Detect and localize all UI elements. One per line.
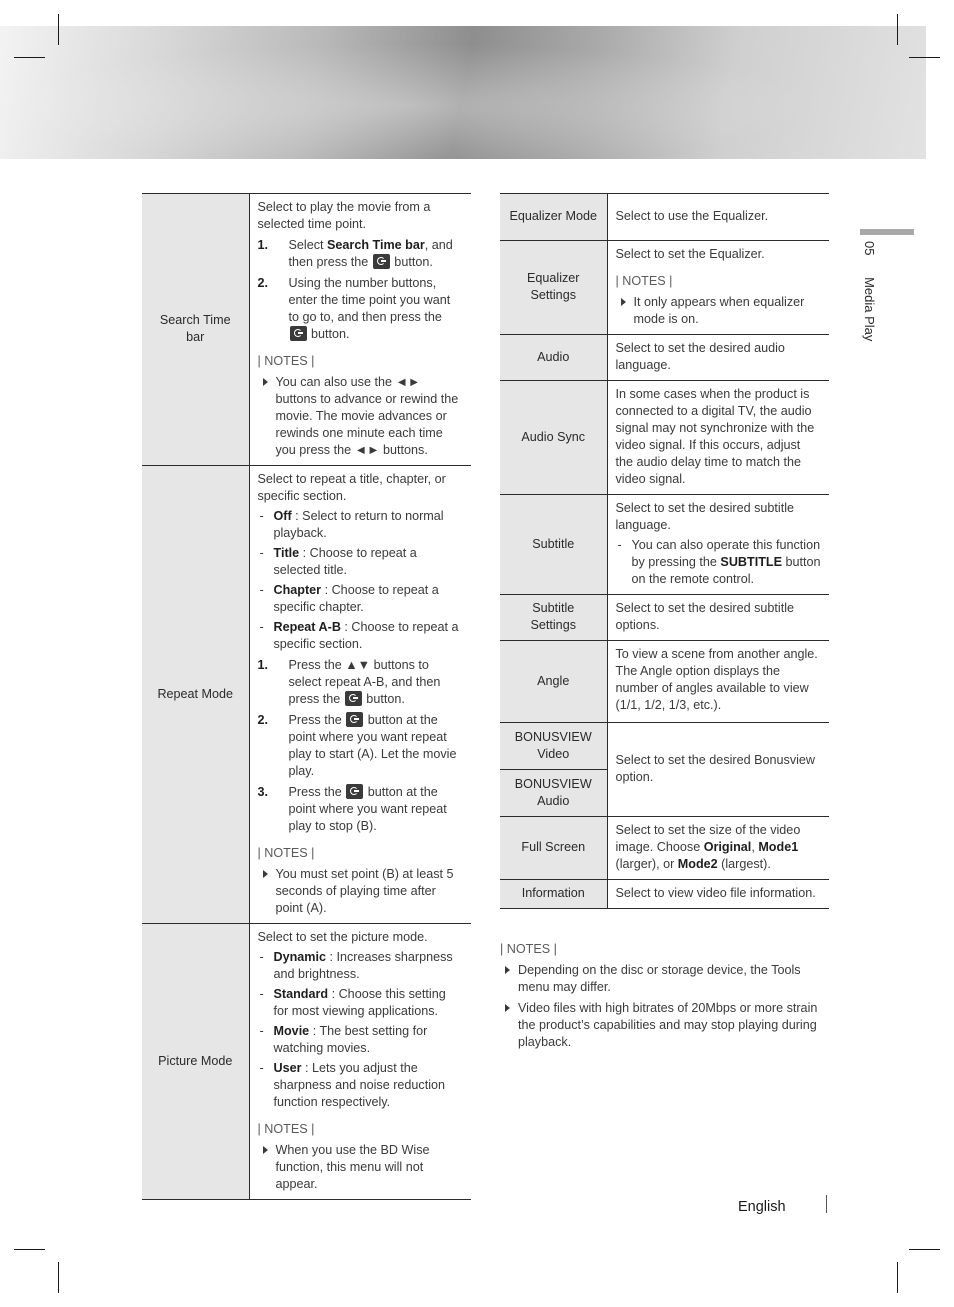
row-label: Subtitle: [500, 495, 607, 595]
note-text: When you use the BD Wise function, this menu will not appear.: [275, 1143, 430, 1191]
option-item: - Repeat A-B : Choose to repeat a specific section.: [259, 620, 459, 651]
step-number: 2.: [257, 276, 269, 290]
row-label: Equalizer Mode: [500, 194, 607, 241]
option-item: - Off : Select to return to normal playback.: [259, 509, 444, 540]
enter-button-icon: [290, 326, 307, 341]
note-item: [258, 866, 464, 917]
row-label: Repeat Mode: [142, 466, 249, 924]
step-text: Using the number buttons, enter the time point you want to go to, and then press the button.: [288, 276, 451, 341]
crop-mark: [897, 1262, 898, 1293]
intro-text: Select to repeat a title, chapter, or specific section.: [257, 472, 446, 503]
step-number: 1.: [257, 658, 269, 672]
table-row: [500, 335, 829, 381]
row-label: Audio: [500, 335, 607, 381]
row-description: Select to use the Equalizer.: [615, 209, 769, 223]
notes-heading: | NOTES |: [500, 942, 557, 956]
table-row: [500, 595, 829, 641]
step-number: 2.: [257, 713, 269, 727]
chapter-title: Media Play: [862, 277, 877, 342]
note-item: [258, 374, 464, 459]
triangle-bullet-icon: [616, 294, 634, 328]
row-description: Select to view video file information.: [615, 886, 816, 900]
table-row: [500, 723, 829, 770]
crop-mark: [14, 57, 45, 58]
note-text: It only appears when equalizer mode is on.: [633, 295, 805, 326]
option-item: - Standard : Choose this setting for most viewing applications.: [259, 987, 446, 1018]
triangle-bullet-icon: [258, 374, 276, 459]
row-label: Picture Mode: [142, 924, 249, 1200]
triangle-bullet-icon: [258, 866, 276, 917]
triangle-bullet-icon: [258, 1142, 276, 1193]
table-row: [500, 381, 829, 495]
crop-mark: [58, 1262, 59, 1293]
desc-text: Select to set the Equalizer.: [615, 247, 765, 261]
footer-divider: [826, 1195, 827, 1213]
note-item: [616, 294, 822, 328]
triangle-bullet-icon: [500, 962, 518, 996]
desc-text: Select to set the desired subtitle language.: [615, 501, 795, 532]
note-text: You must set point (B) at least 5 seconds of playing time after point (A).: [275, 867, 454, 915]
step-text: Press the button at the point where you want repeat play to start (A). Let the movie play.: [288, 713, 457, 778]
row-label: Search Time bar: [142, 194, 249, 466]
notes-heading: | NOTES |: [257, 846, 315, 860]
note-text: Video files with high bitrates of 20Mbps or more strain the product’s capabilities and may stop playing during playback.: [518, 1001, 818, 1049]
note-item: [258, 1142, 464, 1193]
table-row: [500, 641, 829, 723]
table-row: [500, 880, 829, 909]
row-description: Select to set the desired subtitle options.: [615, 601, 795, 632]
notes-heading: | NOTES |: [257, 1122, 315, 1136]
enter-button-icon: [346, 712, 363, 727]
row-label: Angle: [500, 641, 607, 723]
table-row: [500, 495, 829, 595]
step-list: [258, 237, 464, 343]
notes-heading: | NOTES |: [257, 354, 315, 368]
crop-mark: [909, 57, 940, 58]
option-item: - User : Lets you adjust the sharpness and noise reduction function respectively.: [259, 1061, 446, 1109]
chapter-tab: [861, 241, 878, 361]
crop-mark: [909, 1249, 940, 1250]
step-number: 3.: [257, 785, 269, 799]
note-item: [500, 962, 830, 996]
triangle-bullet-icon: [500, 1000, 518, 1051]
option-item: - Chapter : Choose to repeat a specific chapter.: [259, 583, 439, 614]
row-label: Full Screen: [500, 817, 607, 880]
chapter-number: 05: [862, 241, 877, 256]
header-banner: [0, 26, 926, 159]
option-item: - Movie : The best setting for watching movies.: [259, 1024, 428, 1055]
option-item: - Title : Choose to repeat a selected title.: [259, 546, 417, 577]
row-description: [607, 495, 829, 595]
row-description: [249, 466, 471, 924]
table-row: [500, 241, 829, 335]
intro-text: Select to set the picture mode.: [257, 930, 428, 944]
step-text: Press the button at the point where you want repeat play to stop (B).: [288, 785, 447, 833]
bottom-notes: [500, 941, 830, 1051]
chapter-tab-bar: [860, 229, 914, 235]
table-row: [142, 194, 471, 466]
table-row: [142, 466, 471, 924]
enter-button-icon: [346, 784, 363, 799]
enter-button-icon: [373, 254, 390, 269]
option-item: - Dynamic : Increases sharpness and brightness.: [259, 950, 453, 981]
row-label: Audio Sync: [500, 381, 607, 495]
settings-table-left: [142, 193, 471, 1200]
crop-mark: [58, 14, 59, 45]
note-text: Depending on the disc or storage device, the Tools menu may differ.: [518, 963, 801, 994]
table-row: [142, 924, 471, 1200]
row-label: Subtitle Settings: [500, 595, 607, 641]
row-label: Information: [500, 880, 607, 909]
note-item: [500, 1000, 830, 1051]
table-row: [500, 817, 829, 880]
crop-mark: [897, 14, 898, 45]
intro-text: Select to play the movie from a selected time point.: [257, 200, 431, 231]
row-description: In some cases when the product is connected to a digital TV, the audio signal may not synchronize with the video signal. If this occurs, adjust the audio delay time to match the video signal.: [615, 387, 815, 486]
step-number: 1.: [257, 238, 269, 252]
row-description: [607, 241, 829, 335]
step-item: [258, 784, 464, 835]
row-description: [249, 194, 471, 466]
step-text: Select Search Time bar, and then press the button.: [288, 238, 453, 269]
row-label: BONUSVIEW Audio: [500, 770, 607, 817]
table-row: [500, 194, 829, 241]
row-label: Equalizer Settings: [500, 241, 607, 335]
note-text: You can also use the ◄► buttons to advance or rewind the movie. The movie advances or rewinds one minute each time you press the ◄► buttons.: [275, 375, 459, 457]
notes-heading: | NOTES |: [615, 274, 673, 288]
row-description: [249, 924, 471, 1200]
step-list: [258, 657, 464, 835]
row-description: Select to set the desired Bonusview option.: [615, 753, 816, 784]
step-item: [258, 275, 464, 343]
step-item: [258, 657, 464, 708]
step-item: [258, 712, 464, 780]
row-description: Select to set the desired audio language.: [615, 341, 785, 372]
enter-button-icon: [345, 691, 362, 706]
row-description: To view a scene from another angle. The Angle option displays the number of angles available to view (1/1, 1/2, 1/3, etc.).: [615, 647, 818, 712]
footer-language: English: [738, 1199, 786, 1215]
step-item: [258, 237, 464, 271]
crop-mark: [14, 1249, 45, 1250]
option-item: - You can also operate this function by pressing the SUBTITLE button on the remote control.: [617, 538, 821, 586]
settings-table-right: [500, 193, 829, 909]
step-text: Press the ▲▼ buttons to select repeat A-B, and then press the button.: [288, 658, 441, 706]
row-description: Select to set the size of the video image. Choose Original, Mode1 (larger), or Mode2 (largest).: [615, 823, 801, 871]
row-label: BONUSVIEW Video: [500, 723, 607, 770]
